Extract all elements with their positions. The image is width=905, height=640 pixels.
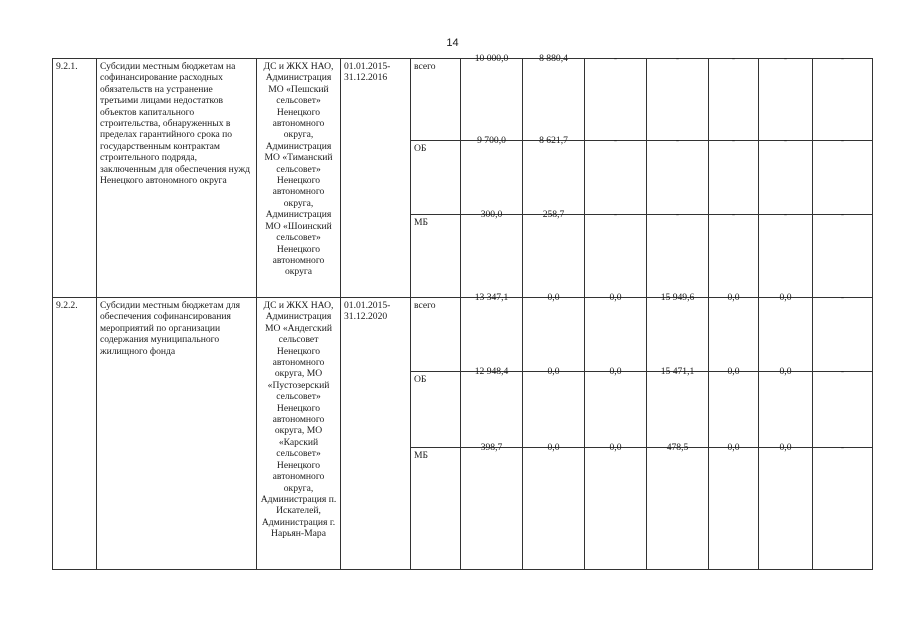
funding-value: - (783, 135, 788, 146)
funding-value: 0,0 (547, 442, 560, 453)
table-row (53, 298, 873, 372)
funding-value-cell (647, 292, 709, 372)
funding-value: 258,7 (542, 209, 565, 220)
funding-value-cell (759, 135, 813, 215)
row-description: Субсидии местным бюджетам на софинансирование расходных обязательств на устранение третьими лицами недостатков объектов капитального строительства, обнаруженных в пределах гарантийного срока по государственным контрактам строительного подряда, заключенным для обеспечения нужд Ненецкого автономного округа (97, 59, 257, 298)
funding-value: 0,0 (727, 366, 740, 377)
funding-value: - (613, 135, 618, 146)
funding-value-cell (585, 292, 647, 372)
funding-value-cell (813, 366, 873, 448)
funding-source-label: МБ (411, 215, 461, 298)
program-table (52, 53, 873, 570)
funding-value-cell (461, 53, 523, 141)
table-row (53, 59, 873, 141)
funding-value-cell (585, 53, 647, 141)
funding-value-cell (585, 135, 647, 215)
funding-value: 12 948,4 (474, 366, 509, 377)
funding-value-cell (759, 366, 813, 448)
funding-value-cell (523, 209, 585, 298)
funding-source-label: ОБ (411, 141, 461, 215)
funding-value-cell (759, 442, 813, 570)
funding-value-cell (647, 442, 709, 570)
funding-value-cell (647, 53, 709, 141)
funding-value-cell (585, 442, 647, 570)
funding-value-cell (461, 366, 523, 448)
funding-value-cell (759, 292, 813, 372)
funding-value-cell (709, 209, 759, 298)
funding-value: - (840, 135, 845, 146)
funding-value-cell (759, 209, 813, 298)
funding-value-cell (461, 292, 523, 372)
row-number: 9.2.2. (53, 298, 97, 570)
funding-value: 0,0 (727, 442, 740, 453)
row-executor: ДС и ЖКХ НАО, Администрация МО «Андегский сельсовет Ненецкого автономного округа, МО «Пустозерский сельсовет» Ненецкого автономного округа, МО «Карский сельсовет» Ненецкого автономного округа, Администрация п. Искателей, Администрация г. Нарьян-Мара (257, 298, 341, 570)
row-executor: ДС и ЖКХ НАО, Администрация МО «Пешский сельсовет» Ненецкого автономного округа, Администрация МО «Тиманский сельсовет» Ненецкого автономного округа, Администрация МО «Шоинский сельсовет» Ненецкого автономного округа (257, 59, 341, 298)
funding-value-cell (709, 53, 759, 141)
funding-value: - (731, 135, 736, 146)
row-number: 9.2.1. (53, 59, 97, 298)
funding-value: - (675, 135, 680, 146)
funding-value: 398,7 (480, 442, 503, 453)
funding-value-cell (647, 135, 709, 215)
funding-value: - (675, 209, 680, 220)
funding-value: 15 949,6 (660, 292, 695, 303)
funding-value-cell (523, 442, 585, 570)
funding-value-cell (523, 53, 585, 141)
funding-value: - (731, 53, 736, 64)
funding-value: 0,0 (609, 442, 622, 453)
funding-source-label: всего (411, 298, 461, 372)
funding-value: 9 700,0 (477, 135, 506, 146)
funding-value: 0,0 (779, 292, 792, 303)
funding-value: - (731, 209, 736, 220)
funding-source-label: всего (411, 59, 461, 141)
row-period: 01.01.2015-31.12.2016 (341, 59, 411, 298)
row-period: 01.01.2015-31.12.2020 (341, 298, 411, 570)
funding-value: - (840, 366, 845, 377)
funding-value-cell (647, 209, 709, 298)
funding-value: 10 000,0 (474, 53, 509, 64)
funding-value-cell (523, 292, 585, 372)
funding-value: 0,0 (779, 442, 792, 453)
funding-value-cell (709, 442, 759, 570)
funding-value-cell (709, 292, 759, 372)
funding-value: 0,0 (609, 366, 622, 377)
funding-value-cell (759, 53, 813, 141)
funding-value-cell (585, 366, 647, 448)
row-description: Субсидии местным бюджетам для обеспечения софинансирования мероприятий по организации содержания муниципального жилищного фонда (97, 298, 257, 570)
funding-value-cell (813, 209, 873, 298)
funding-value-cell (523, 366, 585, 448)
funding-value-cell (461, 209, 523, 298)
funding-source-label: МБ (411, 448, 461, 570)
funding-value-cell (523, 135, 585, 215)
funding-value: - (675, 53, 680, 64)
funding-value-cell (647, 366, 709, 448)
funding-value: - (783, 209, 788, 220)
funding-value-cell (813, 53, 873, 141)
funding-value-cell (813, 442, 873, 570)
funding-value-cell (461, 135, 523, 215)
funding-value-cell (813, 135, 873, 215)
funding-value: 0,0 (779, 366, 792, 377)
funding-value: 0,0 (547, 292, 560, 303)
page-number: 14 (446, 37, 459, 49)
funding-value: - (613, 209, 618, 220)
funding-value: 15 471,1 (660, 366, 695, 377)
funding-value-cell (709, 366, 759, 448)
funding-value: 478,5 (666, 442, 689, 453)
funding-value-cell (813, 292, 873, 372)
funding-value: 0,0 (609, 292, 622, 303)
funding-value: 0,0 (547, 366, 560, 377)
funding-value-cell (461, 442, 523, 570)
funding-value-cell (709, 135, 759, 215)
funding-value: 300,0 (480, 209, 503, 220)
funding-value: - (840, 442, 845, 453)
funding-value: - (783, 53, 788, 64)
funding-value: 0,0 (727, 292, 740, 303)
funding-value: 8 880,4 (539, 53, 568, 64)
funding-source-label: ОБ (411, 372, 461, 448)
funding-value-cell (585, 209, 647, 298)
funding-value: - (840, 209, 845, 220)
funding-value: 13 347,1 (474, 292, 509, 303)
funding-value: 8 621,7 (539, 135, 568, 146)
funding-value: - (840, 292, 845, 303)
funding-value: - (840, 53, 845, 64)
funding-value: - (613, 53, 618, 64)
